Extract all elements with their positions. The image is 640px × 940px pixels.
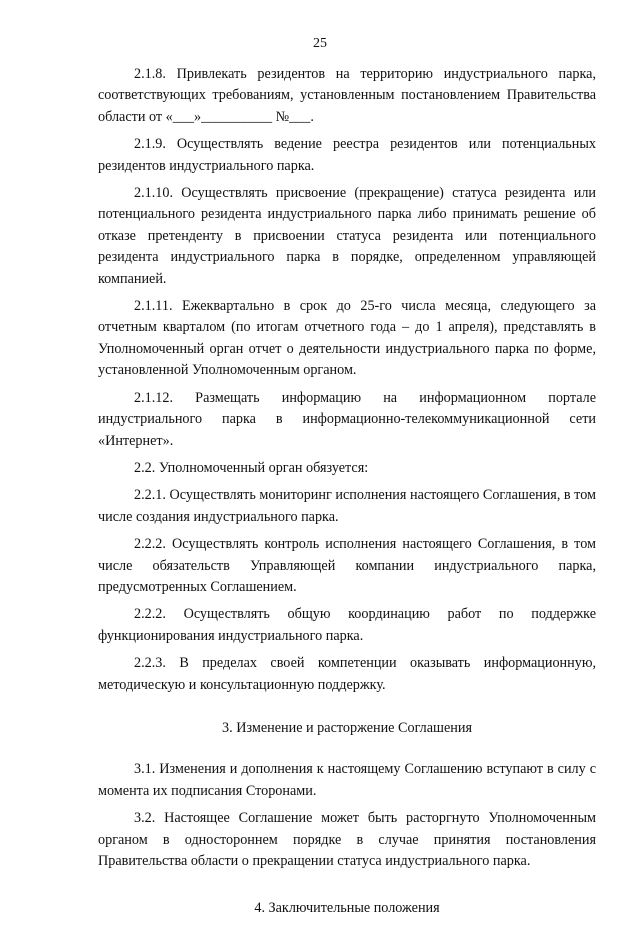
paragraph-2-1-11: 2.1.11. Ежеквартально в срок до 25-го числа месяца, следующего за отчетным кварталом (по итогам отчетного года – до 1 апреля), представлять в Уполномоченный орган отчет о деятельности индустриального парка по форме, установленной Уполномоченным органом. xyxy=(98,298,596,379)
paragraph-2-1-9: 2.1.9. Осуществлять ведение реестра резидентов или потенциальных резидентов индустриального парка. xyxy=(98,136,596,174)
section-3-heading: 3. Изменение и расторжение Соглашения xyxy=(222,719,472,736)
paragraph-2-1-8: 2.1.8. Привлекать резидентов на территорию индустриального парка, соответствующих требованиям, установленным постановлением Правительства области от «___»__________ №___. xyxy=(98,66,596,125)
paragraph-3-1: 3.1. Изменения и дополнения к настоящему Соглашению вступают в силу с момента их подписания Сторонами. xyxy=(98,761,596,799)
document-body xyxy=(98,64,596,940)
paragraph-2-2-1: 2.2.1. Осуществлять мониторинг исполнения настоящего Соглашения, в том числе создания индустриального парка. xyxy=(98,487,596,525)
page-number: 25 xyxy=(313,36,327,51)
paragraph-2-2-2-control: 2.2.2. Осуществлять контроль исполнения настоящего Соглашения, в том числе обязательств Управляющей компании индустриального парка, предусмотренных Соглашением. xyxy=(98,536,596,595)
paragraph-2-2: 2.2. Уполномоченный орган обязуется: xyxy=(134,459,369,476)
section-4-heading: 4. Заключительные положения xyxy=(254,900,440,917)
paragraph-2-1-10: 2.1.10. Осуществлять присвоение (прекращение) статуса резидента или потенциального резидента индустриального парка либо принимать решение об отказе претенденту в присвоении статуса резидента или потенциального резидента индустриального парка в порядке, определенном управляющей компанией. xyxy=(98,185,596,287)
paragraph-2-2-2-coordination: 2.2.2. Осуществлять общую координацию работ по поддержке функционирования индустриального парка. xyxy=(98,606,596,644)
paragraph-2-1-12: 2.1.12. Размещать информацию на информационном портале индустриального парка в информационно-телекоммуникационной сети «Интернет». xyxy=(98,389,596,449)
paragraph-2-2-3: 2.2.3. В пределах своей компетенции оказывать информационную, методическую и консультационную поддержку. xyxy=(98,655,596,693)
paragraph-3-2: 3.2. Настоящее Соглашение может быть расторгнуто Уполномоченным органом в одностороннем порядке в случае принятия постановления Правительства области о прекращении статуса индустриального парка. xyxy=(98,810,596,869)
